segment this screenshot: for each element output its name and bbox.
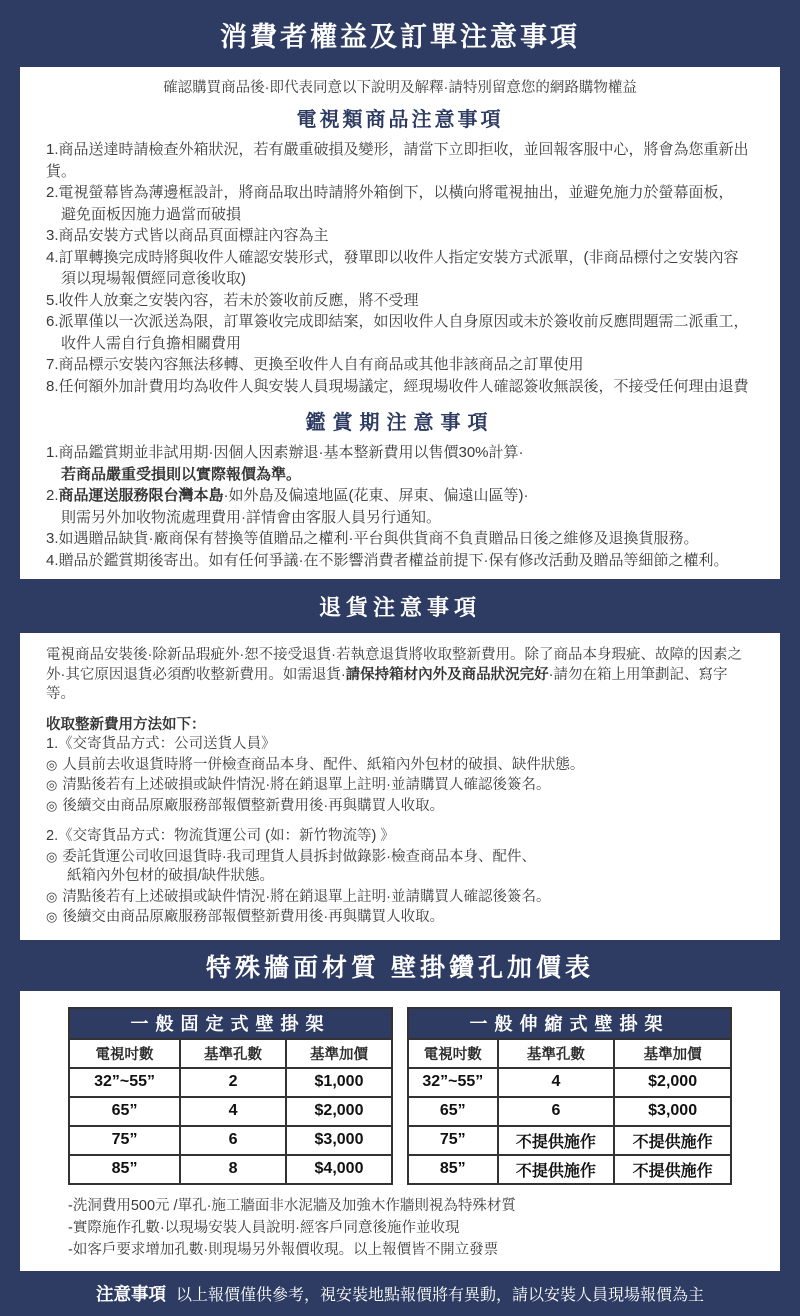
cell-price: $1,000 — [286, 1068, 392, 1097]
appraisal-section-heading: 鑑賞期注意事項 — [305, 412, 495, 434]
returns-paragraph-bold: 請保持箱材內外及商品狀況完好 — [345, 666, 549, 683]
footer-notice-label: 注意事項 — [95, 1283, 166, 1304]
cell-price: $3,000 — [614, 1097, 731, 1126]
bullet-icon: ◎ — [46, 756, 58, 772]
cell-holes: 不提供施作 — [498, 1155, 615, 1184]
method-2-bullet-2-text: 清點後若有上述破損或缺件情況·將在銷退單上註明·並請購買人確認後簽名。 — [62, 888, 551, 905]
bullet-icon: ◎ — [46, 777, 58, 792]
tv-item-8: 8.任何額外加計費用均為收件人與安裝人員現場議定，經現場收件人確認簽收無誤後，不接受任何理由退費 — [46, 377, 749, 395]
tv-item-7: 7.商品標示安裝內容無法移轉、更換至收件人自有商品或其他非該商品之訂單使用 — [46, 356, 584, 373]
table-row — [408, 1068, 731, 1097]
appraisal-item-2-rest: ·如外島及偏遠地區(花東、屏東、偏遠山區等)· — [223, 487, 529, 504]
col-tv-size: 電視吋數 — [69, 1039, 180, 1068]
method-2-bullet-1 — [46, 847, 754, 868]
col-base-price: 基準加價 — [286, 1039, 392, 1068]
method-2-bullet-3-text: 後續交由商品原廠服務部報價整新費用後·再與購買人收取。 — [62, 909, 445, 925]
fixed-mount-table-title: 一般固定式壁掛架 — [69, 1008, 392, 1039]
cell-holes: 6 — [498, 1097, 615, 1126]
bullet-icon: ◎ — [46, 909, 58, 924]
tv-item-4: 4.訂單轉換完成時將與收件人確認安裝形式，發單即以收件人指定安裝方式派單，(非商品標付之安裝內容 — [46, 248, 739, 266]
method-2-title: 2.《交寄貨品方式：物流貨運公司 (如：新竹物流等) 》 — [46, 828, 395, 844]
cell-size: 32”~55” — [408, 1068, 498, 1097]
bullet-icon: ◎ — [46, 888, 58, 904]
returns-band-title: 退貨注意事項 — [318, 595, 481, 620]
cell-holes: 2 — [180, 1068, 286, 1097]
bullet-icon: ◎ — [46, 848, 58, 864]
drill-notes — [68, 1195, 732, 1261]
table-row — [408, 1126, 731, 1155]
appraisal-item-1: 1.商品鑑賞期並非試用期·因個人因素辦退·基本整新費用以售價30%計算· — [46, 444, 524, 461]
drill-price-panel — [20, 991, 780, 1271]
drill-note-2: -實際施作孔數·以現場安裝人員說明·經客戶同意後施作並收現 — [68, 1219, 460, 1236]
method-1-bullet-3 — [46, 796, 754, 817]
cell-size: 85” — [69, 1155, 180, 1184]
appraisal-item-4: 4.贈品於鑑賞期後寄出。如有任何爭議·在不影響消費者權益前提下·保有修改活動及贈品等細節之權利。 — [46, 551, 729, 569]
cell-holes: 4 — [498, 1068, 615, 1097]
telescopic-mount-price-table — [407, 1007, 732, 1185]
cell-holes: 不提供施作 — [498, 1126, 615, 1155]
table-row — [408, 1097, 731, 1126]
telescopic-mount-table-title: 一般伸縮式壁掛架 — [408, 1008, 731, 1039]
appraisal-item-2-num: 2. — [46, 487, 59, 504]
tv-section-heading: 電視類商品注意事項 — [296, 109, 504, 131]
footer-notice-text: 以上報價僅供參考，視安裝地點報價將有異動，請以安裝人員現場報價為主 — [175, 1286, 704, 1304]
col-hole-count: 基準孔數 — [498, 1039, 615, 1068]
cell-size: 32”~55” — [69, 1068, 180, 1097]
notice-panel — [20, 67, 780, 579]
method-1-bullet-2 — [46, 775, 754, 796]
cell-size: 65” — [408, 1097, 498, 1126]
price-tables — [68, 1007, 732, 1185]
cell-size: 75” — [408, 1126, 498, 1155]
col-base-price: 基準加價 — [614, 1039, 731, 1068]
col-hole-count: 基準孔數 — [180, 1039, 286, 1068]
returns-panel — [20, 633, 780, 940]
cell-size: 85” — [408, 1155, 498, 1184]
tv-item-5: 5.收件人放棄之安裝內容，若未於簽收前反應，將不受理 — [46, 291, 419, 309]
tv-item-2: 2.電視螢幕皆為薄邊框設計，將商品取出時請將外箱倒下，以橫向將電視抽出，並避免施力於螢幕面板， — [46, 184, 734, 201]
appraisal-item-2-cont: 則需另外加收物流處理費用·詳情會由客服人員另行通知。 — [61, 508, 441, 526]
tv-item-4-cont: 須以現場報價經同意後收取) — [61, 270, 246, 287]
refurbish-fee-method-title: 收取整新費用方法如下： — [46, 716, 206, 733]
method-1-bullet-1 — [46, 755, 754, 776]
method-2-bullet-3 — [46, 907, 754, 928]
fixed-mount-price-table — [68, 1007, 393, 1185]
method-1-bullet-3-text: 後續交由商品原廠服務部報價整新費用後·再與購買人收取。 — [62, 797, 445, 814]
appraisal-item-1-cont: 若商品嚴重受損則以實際報價為準。 — [61, 465, 302, 483]
cell-holes: 8 — [180, 1155, 286, 1184]
page-title: 消費者權益及訂單注意事項 — [220, 22, 580, 52]
cell-price: $2,000 — [614, 1068, 731, 1097]
bullet-icon: ◎ — [46, 797, 58, 813]
table-header-row — [408, 1039, 731, 1068]
cell-holes: 4 — [180, 1097, 286, 1126]
cell-price: 不提供施作 — [614, 1155, 731, 1184]
method-1-bullet-1-text: 人員前去收退貨時將一併檢查商品本身、配件、紙箱內外包材的破損、缺件狀態。 — [62, 756, 585, 773]
appraisal-list — [46, 442, 754, 571]
intro-line: 確認購買商品後·即代表同意以下說明及解釋·請特別留意您的網路購物權益 — [163, 80, 637, 96]
table-row — [408, 1155, 731, 1184]
cell-size: 75” — [69, 1126, 180, 1155]
appraisal-item-2 — [46, 485, 754, 507]
table-row — [69, 1097, 392, 1126]
table-row — [69, 1155, 392, 1184]
cell-price: $4,000 — [286, 1155, 392, 1184]
method-2-bullet-1-cont: 紙箱內外包材的破損/缺件狀態。 — [67, 868, 275, 884]
method-2-bullet-1-text: 委託貨運公司收回退貨時·我司理貨人員拆封做錄影·檢查商品本身、配件、 — [62, 848, 536, 865]
cell-price: 不提供施作 — [614, 1126, 731, 1155]
cell-size: 65” — [69, 1097, 180, 1126]
tv-item-2-cont: 避免面板因施力過當而破損 — [61, 205, 242, 223]
drill-note-3: -如客戶要求增加孔數·則現場另外報價收現。以上報價皆不開立發票 — [68, 1241, 499, 1258]
table-row — [69, 1068, 392, 1097]
tv-item-1: 1.商品送達時請檢查外箱狀況，若有嚴重破損及變形，請當下立即拒收，並回報客服中心，將會為您重新出貨。 — [46, 141, 749, 180]
cell-price: $2,000 — [286, 1097, 392, 1126]
table-header-row — [69, 1039, 392, 1068]
method-1-bullet-2-text: 清點後若有上述破損或缺件情況·將在銷退單上註明·並請購買人確認後簽名。 — [62, 777, 551, 793]
method-1-title: 1.《交寄貨品方式：公司送貨人員》 — [46, 736, 276, 752]
returns-paragraph — [46, 646, 754, 705]
returns-paragraph-part2: ·請勿在箱上用筆劃記、寫字等。 — [46, 666, 728, 702]
tv-item-3: 3.商品安裝方式皆以商品頁面標註內容為主 — [46, 227, 329, 244]
tv-item-6: 6.派單僅以一次派送為限，訂單簽收完成即結案，如因收件人自身原因或未於簽收前反應問題需二派重工， — [46, 313, 749, 330]
drill-note-1: -洗洞費用500元 /單孔·施工牆面非水泥牆及加強木作牆則視為特殊材質 — [68, 1197, 516, 1214]
table-row — [69, 1126, 392, 1155]
cell-holes: 6 — [180, 1126, 286, 1155]
method-2-bullet-2 — [46, 887, 754, 908]
col-tv-size: 電視吋數 — [408, 1039, 498, 1068]
tv-item-6-cont: 收件人需自行負擔相關費用 — [61, 334, 242, 352]
appraisal-item-3: 3.如遇贈品缺貨·廠商保有替換等值贈品之權利·平台與供貨商不負責贈品日後之維修及退換貨服務。 — [46, 530, 699, 547]
footer-notice — [0, 1271, 800, 1316]
returns-paragraph-part1: 電視商品安裝後·除新品瑕疵外·恕不接受退貨·若執意退貨將收取整新費用。除了商品本身瑕疵、故障的因素之外·其它原因退貨必須酌收整新費用。如需退貨· — [46, 647, 742, 683]
drill-band-title: 特殊牆面材質 壁掛鑽孔加價表 — [206, 953, 594, 982]
cell-price: $3,000 — [286, 1126, 392, 1155]
appraisal-item-2-bold: 商品運送服務限台灣本島 — [58, 487, 224, 504]
tv-notice-list — [46, 139, 754, 397]
